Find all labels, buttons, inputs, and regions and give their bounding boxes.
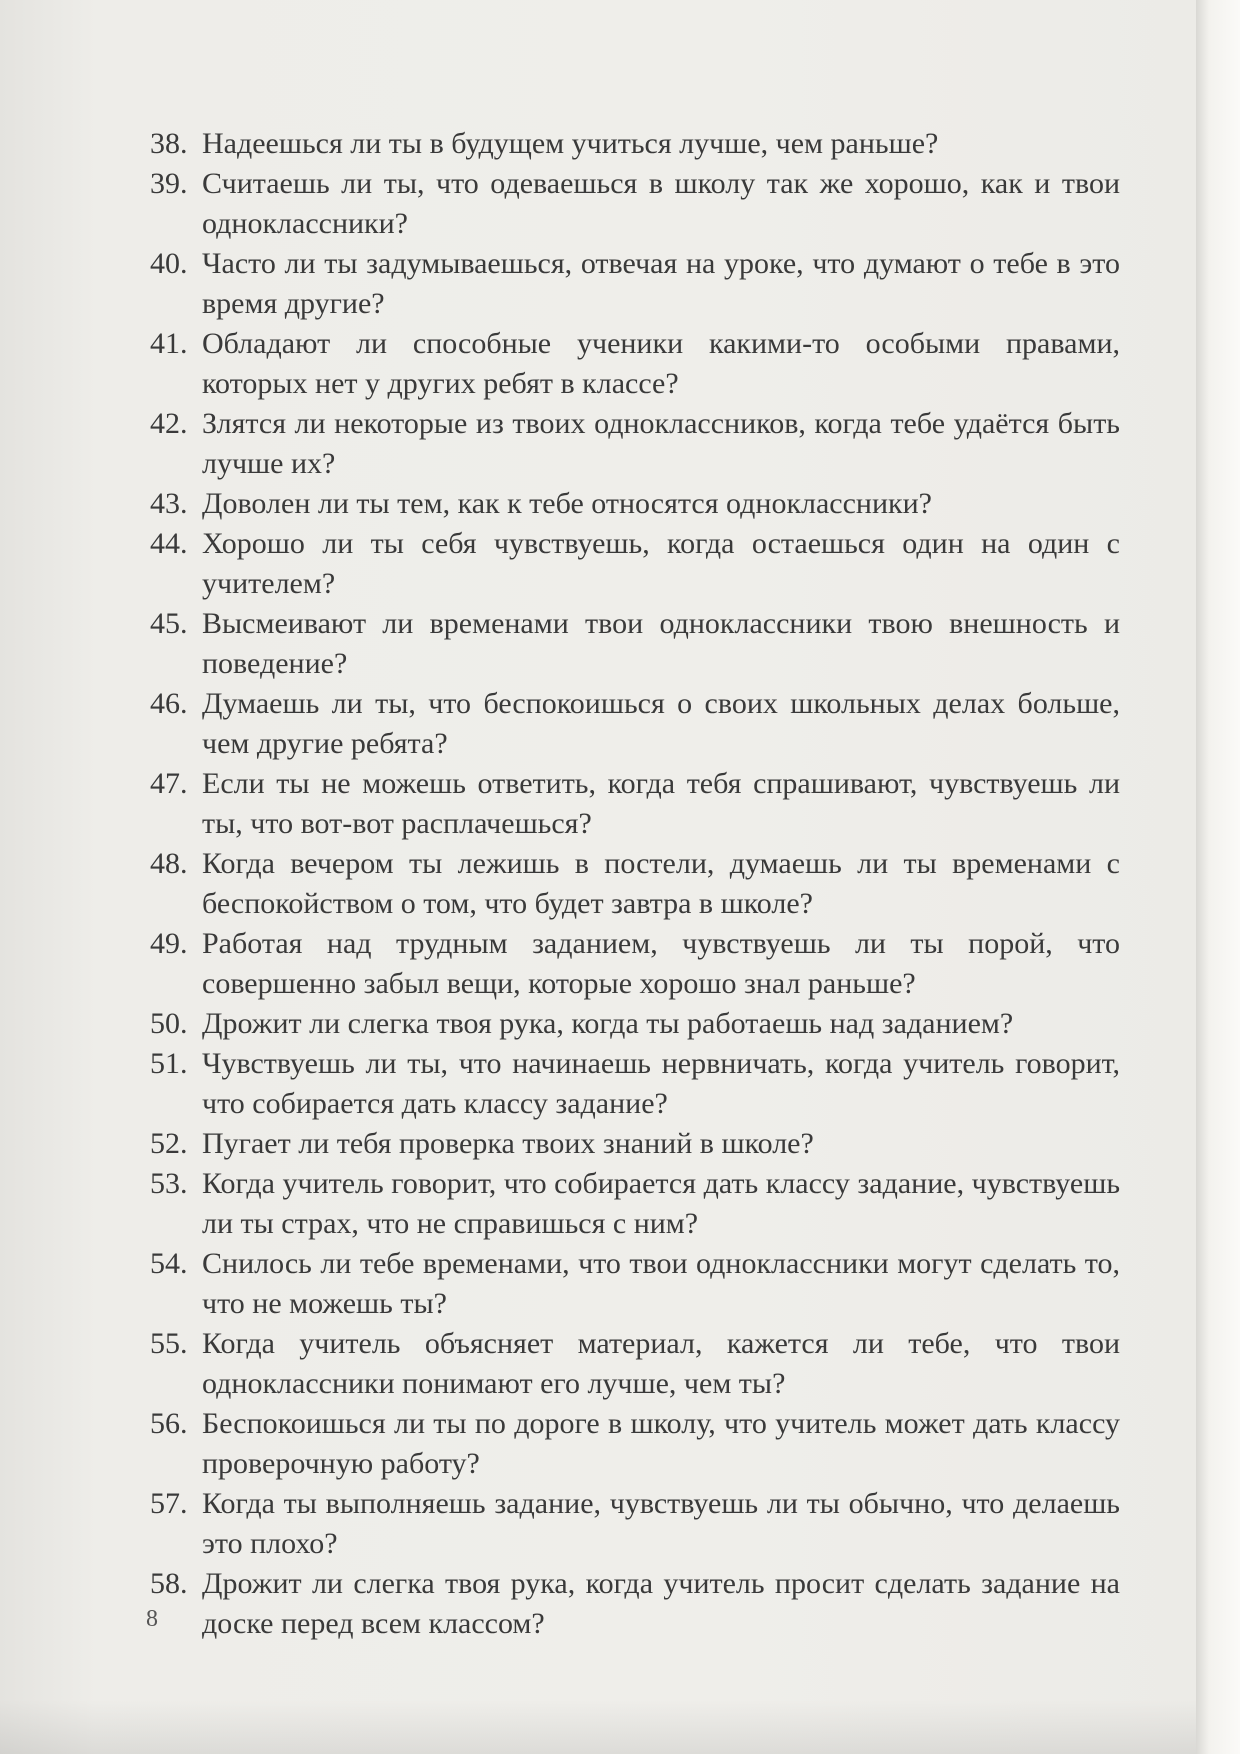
question-text: Злятся ли некоторые из твоих одноклассников, когда тебе удаётся быть лучше их? — [202, 407, 1120, 480]
question-number: 43. — [150, 487, 188, 520]
question-number: 38. — [150, 127, 188, 160]
question-text: Дрожит ли слегка твоя рука, когда учитель просит сделать задание на доске перед всем классом? — [202, 1567, 1120, 1640]
question-number: 47. — [150, 767, 188, 800]
question-item — [150, 1484, 1120, 1564]
question-text: Хорошо ли ты себя чувствуешь, когда остаешься один на один с учителем? — [202, 527, 1120, 600]
page-shadow — [0, 1700, 1196, 1754]
question-text: Надеешься ли ты в будущем учиться лучше, чем раньше? — [202, 127, 939, 160]
question-number: 53. — [150, 1167, 188, 1200]
question-text: Если ты не можешь ответить, когда тебя спрашивают, чувствуешь ли ты, что вот-вот расплачешься? — [202, 767, 1120, 840]
question-text: Когда учитель объясняет материал, кажется ли тебе, что твои одноклассники понимают его лучше, чем ты? — [202, 1327, 1120, 1400]
question-number: 54. — [150, 1247, 188, 1280]
question-list — [150, 124, 1120, 1644]
question-text: Доволен ли ты тем, как к тебе относятся одноклассники? — [202, 487, 932, 520]
question-item — [150, 924, 1120, 1004]
question-item — [150, 1004, 1120, 1044]
question-number: 45. — [150, 607, 188, 640]
question-text: Высмеивают ли временами твои одноклассники твою внешность и поведение? — [202, 607, 1120, 680]
question-number: 50. — [150, 1007, 188, 1040]
question-item — [150, 124, 1120, 164]
question-item — [150, 404, 1120, 484]
page-edge — [1196, 0, 1240, 1754]
question-item — [150, 1044, 1120, 1124]
question-text: Когда вечером ты лежишь в постели, думаешь ли ты временами с беспокойством о том, что будет завтра в школе? — [202, 847, 1120, 920]
question-item — [150, 1324, 1120, 1404]
question-item — [150, 684, 1120, 764]
question-text: Когда ты выполняешь задание, чувствуешь ли ты обычно, что делаешь это плохо? — [202, 1487, 1120, 1560]
question-text: Снилось ли тебе временами, что твои одноклассники могут сделать то, что не можешь ты? — [202, 1247, 1120, 1320]
question-number: 52. — [150, 1127, 188, 1160]
question-item — [150, 164, 1120, 244]
question-item — [150, 1244, 1120, 1324]
question-number: 51. — [150, 1047, 188, 1080]
question-number: 42. — [150, 407, 188, 440]
question-text: Чувствуешь ли ты, что начинаешь нервничать, когда учитель говорит, что собирается дать классу задание? — [202, 1047, 1120, 1120]
question-number: 57. — [150, 1487, 188, 1520]
question-text: Дрожит ли слегка твоя рука, когда ты работаешь над заданием? — [202, 1007, 1014, 1040]
question-number: 58. — [150, 1567, 188, 1600]
question-number: 49. — [150, 927, 188, 960]
question-text: Беспокоишься ли ты по дороге в школу, что учитель может дать классу проверочную работу? — [202, 1407, 1120, 1480]
question-item — [150, 844, 1120, 924]
question-item — [150, 1564, 1120, 1644]
question-text: Работая над трудным заданием, чувствуешь ли ты порой, что совершенно забыл вещи, которые хорошо знал раньше? — [202, 927, 1120, 1000]
question-number: 46. — [150, 687, 188, 720]
question-number: 56. — [150, 1407, 188, 1440]
question-text: Думаешь ли ты, что беспокоишься о своих школьных делах больше, чем другие ребята? — [202, 687, 1120, 760]
question-number: 39. — [150, 167, 188, 200]
page-number: 8 — [146, 1606, 158, 1632]
question-text: Считаешь ли ты, что одеваешься в школу так же хорошо, как и твои одноклассники? — [202, 167, 1120, 240]
question-number: 41. — [150, 327, 188, 360]
question-item — [150, 1404, 1120, 1484]
question-number: 55. — [150, 1327, 188, 1360]
question-item — [150, 244, 1120, 324]
question-text: Когда учитель говорит, что собирается дать классу задание, чувствуешь ли ты страх, что не справишься с ним? — [202, 1167, 1120, 1240]
question-item — [150, 604, 1120, 684]
question-item — [150, 324, 1120, 404]
question-text: Пугает ли тебя проверка твоих знаний в школе? — [202, 1127, 814, 1160]
question-item — [150, 484, 1120, 524]
question-item — [150, 764, 1120, 844]
question-item — [150, 1124, 1120, 1164]
question-text: Обладают ли способные ученики какими-то особыми правами, которых нет у других ребят в классе? — [202, 327, 1120, 400]
question-item — [150, 1164, 1120, 1244]
question-number: 44. — [150, 527, 188, 560]
question-text: Часто ли ты задумываешься, отвечая на уроке, что думают о тебе в это время другие? — [202, 247, 1120, 320]
question-item — [150, 524, 1120, 604]
question-number: 40. — [150, 247, 188, 280]
question-number: 48. — [150, 847, 188, 880]
